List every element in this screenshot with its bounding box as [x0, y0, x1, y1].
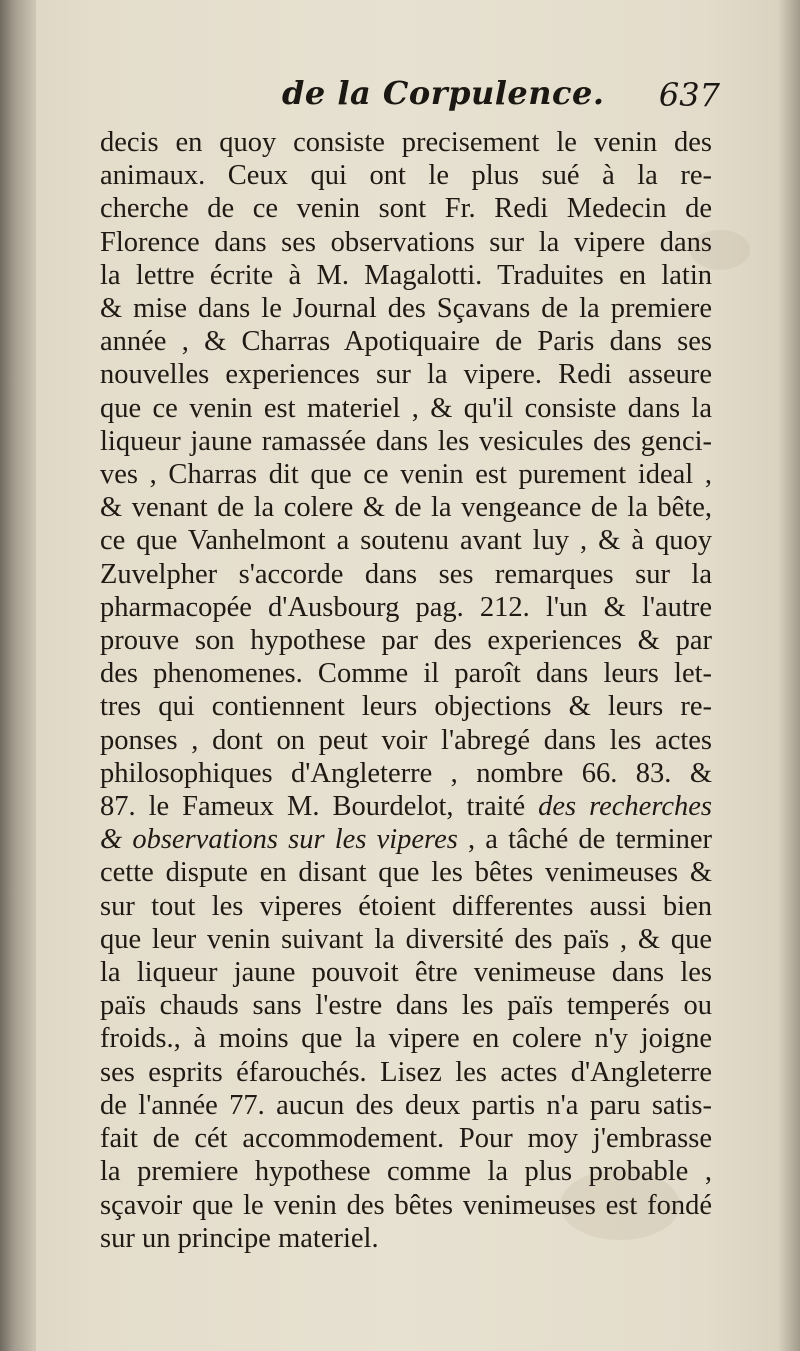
text-line: animaux. Ceux qui ont le plus sué à la re- [100, 160, 712, 192]
text-line: ves , Charras dit que ce venin est purement ideal , [100, 459, 712, 491]
italic-title-fragment: des recherches [538, 791, 712, 823]
text-line: cette dispute en disant que les bêtes venimeuses & [100, 857, 712, 889]
text-segment: , a tâché de terminer [457, 824, 712, 856]
binding-shadow [0, 0, 36, 1351]
text-line: & mise dans le Journal des Sçavans de la premiere [100, 293, 712, 325]
text-line-mixed [100, 790, 712, 823]
body-text [100, 126, 712, 1255]
text-line: Zuvelpher s'accorde dans ses remarques sur la [100, 558, 712, 590]
text-line: que leur venin suivant la diversité des païs , & que [100, 923, 712, 955]
text-line: pharmacopée d'Ausbourg pag. 212. l'un & l'autre [100, 591, 712, 623]
text-line: nouvelles experiences sur la vipere. Redi asseure [100, 359, 712, 391]
text-line: liqueur jaune ramassée dans les vesicules des genci- [100, 425, 712, 457]
text-line: cherche de ce venin sont Fr. Redi Medecin de [100, 193, 712, 225]
italic-title-fragment: & observations sur les viperes [100, 824, 458, 856]
text-line: sçavoir que le venin des bêtes venimeuses est fondé [100, 1189, 712, 1221]
text-line: tres qui contiennent leurs objections & leurs re- [100, 691, 712, 723]
text-line: la premiere hypothese comme la plus probable , [100, 1156, 712, 1188]
text-line: ses esprits éfarouchés. Lisez les actes d'Angleterre [100, 1056, 712, 1088]
text-line: de l'année 77. aucun des deux partis n'a paru satis- [100, 1089, 712, 1121]
text-line: fait de cét accommodement. Pour moy j'embrasse [100, 1123, 712, 1155]
text-line: Florence dans ses observations sur la vipere dans [100, 226, 712, 258]
text-line: que ce venin est materiel , & qu'il consiste dans la [100, 392, 712, 424]
text-line: & venant de la colere & de la vengeance de la bête, [100, 492, 712, 524]
text-line: la liqueur jaune pouvoit être venimeuse dans les [100, 957, 712, 989]
page-header [100, 70, 720, 120]
page-number: 637 [658, 76, 720, 114]
text-line: froids., à moins que la vipere en colere n'y joigne [100, 1023, 712, 1055]
text-line: païs chauds sans l'estre dans les païs temperés ou [100, 990, 712, 1022]
text-line: ponses , dont on peut voir l'abregé dans les actes [100, 724, 712, 756]
page-edge-shadow [778, 0, 800, 1351]
text-line: la lettre écrite à M. Magalotti. Traduites en latin [100, 259, 712, 291]
text-segment: 87. le Fameux M. Bourdelot, traité [100, 791, 526, 823]
text-line: ce que Vanhelmont a soutenu avant luy , & à quoy [100, 525, 712, 557]
text-line: philosophiques d'Angleterre , nombre 66. 83. & [100, 757, 712, 789]
running-title: de la Corpulence. [282, 74, 605, 112]
text-line: sur un principe materiel. [100, 1222, 379, 1254]
text-line: prouve son hypothese par des experiences & par [100, 625, 712, 657]
text-line: decis en quoy consiste precisement le venin des [100, 127, 712, 158]
text-line: année , & Charras Apotiquaire de Paris dans ses [100, 326, 712, 358]
text-line: des phenomenes. Comme il paroît dans leurs let- [100, 658, 712, 690]
text-line: sur tout les viperes étoient differentes aussi bien [100, 890, 712, 922]
text-line-mixed [100, 823, 712, 856]
